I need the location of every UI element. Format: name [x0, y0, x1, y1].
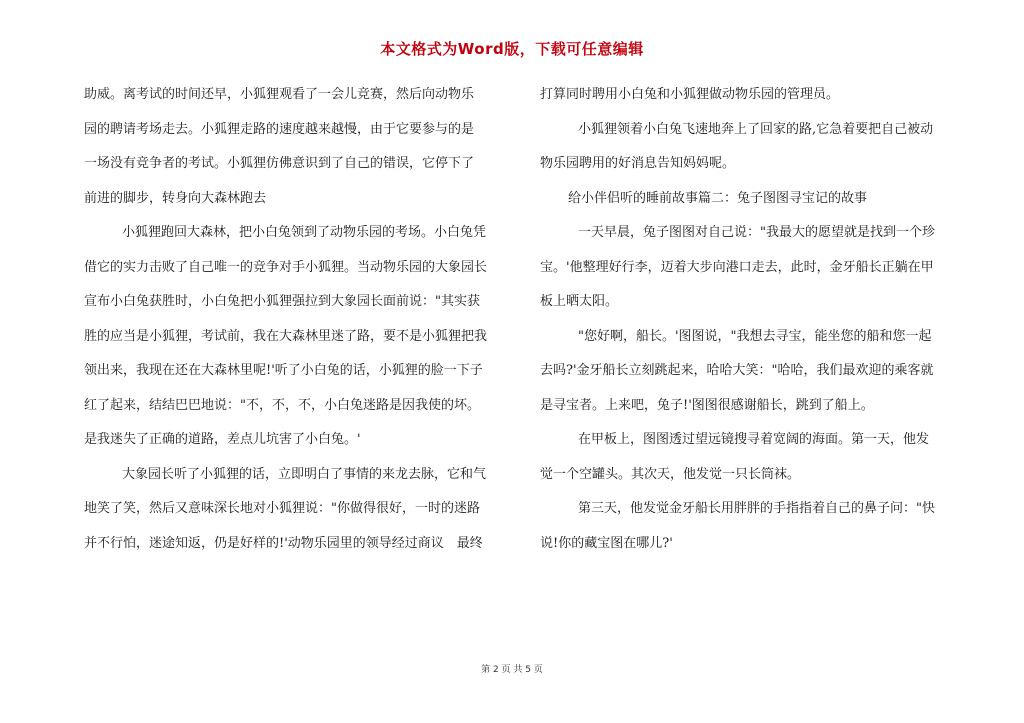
text-line: 在甲板上，图图透过望远镜搜寻着宽阔的海面。第一天，他发: [578, 432, 930, 447]
text-line: 一天早晨，兔子图图对自己说："我最大的愿望就是找到一个珍: [578, 225, 935, 240]
text-line: 红了起来，结结巴巴地说："不，不，不，小白兔迷路是因我使的坏。: [84, 397, 480, 413]
text-line: 并不行怕，迷途知返，仍是好样的!'动物乐园里的领导经过商议 最终: [84, 535, 483, 551]
text-line: 去吗?'金牙船长立刻跳起来，哈哈大笑："哈哈，我们最欢迎的乘客就: [540, 363, 934, 378]
text-line: 第三天，他发觉金牙船长用胖胖的手指指着自己的鼻子问："快: [578, 501, 935, 516]
document-header-title: 本文格式为Word版，下载可任意编辑: [380, 40, 644, 58]
text-line: 宣布小白兔获胜时，小白兔把小狐狸强拉到大象园长面前说："其实获: [84, 294, 480, 309]
text-line: 打算同时聘用小白兔和小狐狸做动物乐园的管理员。: [540, 87, 840, 102]
text-line: 一场没有竞争者的考试。小狐狸仿佛意识到了自己的错误，它停下了: [84, 156, 475, 171]
text-line: 宝。'他整理好行李，迈着大步向港口走去，此时，金牙船长正躺在甲: [540, 259, 934, 275]
page-number-footer: 第 2 页 共 5 页: [481, 665, 543, 675]
text-line: 助威。离考试的时间还早，小狐狸观看了一会儿竞赛，然后向动物乐: [84, 87, 475, 102]
left-text-column: [84, 78, 504, 561]
text-line: 觉一个空罐头。其次天，他发觉一只长筒袜。: [540, 466, 801, 482]
text-line: 前进的脚步，转身向大森林跑去: [84, 190, 267, 206]
text-line: 园的聘请考场走去。小狐狸走路的速度越来越慢，由于它要参与的是: [84, 121, 475, 137]
text-line: 说!你的藏宝图在哪儿?': [540, 535, 673, 551]
section-heading: 给小伴侣听的睡前故事篇二：兔子图图寻宝记的故事: [568, 190, 868, 206]
text-line: 是我迷失了正确的道路，差点儿坑害了小白兔。': [84, 432, 361, 447]
text-line: 小狐狸领着小白兔飞速地奔上了回家的路,它急着要把自己被动: [578, 121, 934, 137]
text-line: 大象园长听了小狐狸的话，立即明白了事情的来龙去脉，它和气: [122, 466, 487, 482]
text-line: 领出来，我现在还在大森林里呢!'听了小白兔的话，小狐狸的脸一下子: [84, 363, 483, 378]
right-text-column: [540, 78, 960, 561]
text-line: 胜的应当是小狐狸，考试前，我在大森林里迷了路，要不是小狐狸把我: [84, 328, 488, 344]
text-line: 借它的实力击败了自己唯一的竞争对手小狐狸。当动物乐园的大象园长: [84, 259, 488, 275]
text-line: 是寻宝者。上来吧，兔子!'图图很感谢船长，跳到了船上。: [540, 397, 874, 413]
text-line: 小狐狸跑回大森林，把小白兔领到了动物乐园的考场。小白兔凭: [122, 225, 487, 240]
text-line: 物乐园聘用的好消息告知妈妈呢。: [540, 156, 736, 171]
text-line: "您好啊，船长。'图图说，"我想去寻宝，能坐您的船和您一起: [578, 328, 932, 344]
text-line: 板上晒太阳。: [540, 294, 619, 309]
text-line: 地笑了笑，然后又意味深长地对小狐狸说："你做得很好，一时的迷路: [84, 501, 480, 516]
